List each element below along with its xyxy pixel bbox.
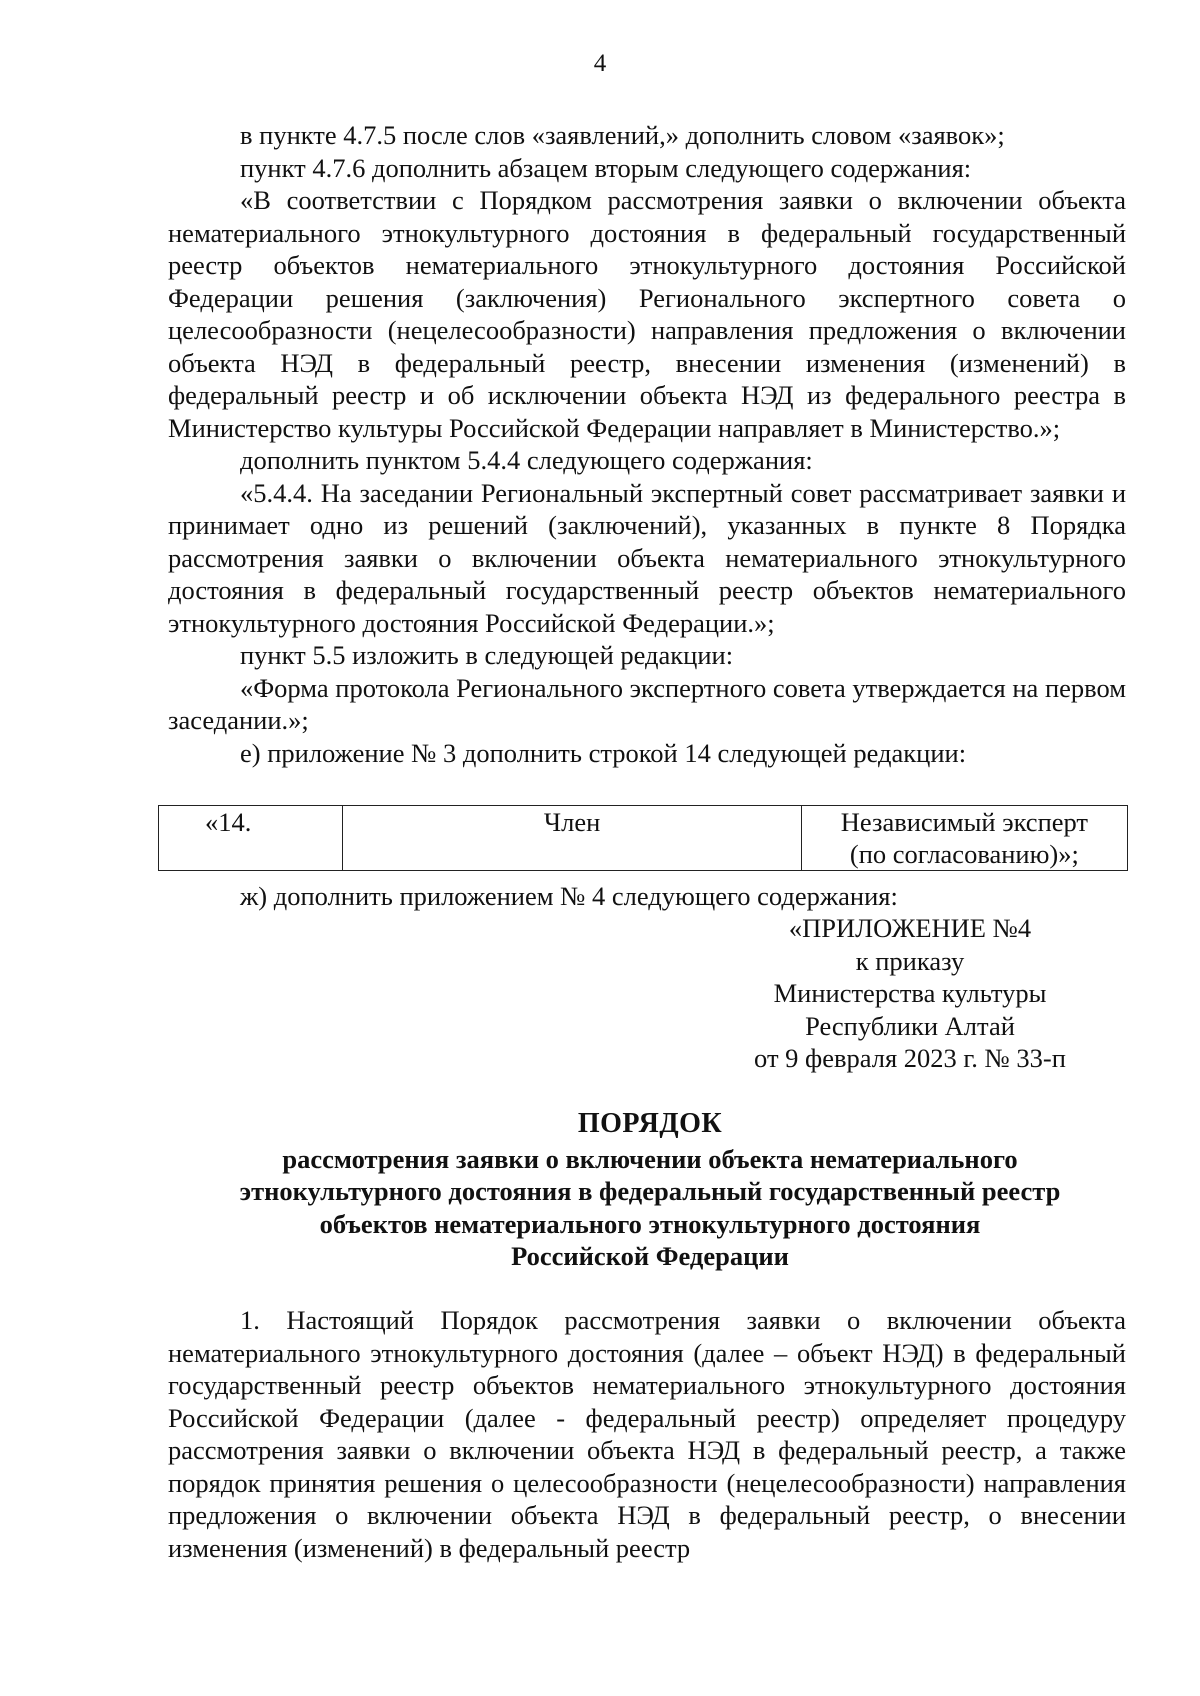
attachment-header <box>700 912 1120 1075</box>
paragraph-4-7-6: пункт 4.7.6 дополнить абзацем вторым следующего содержания: <box>240 152 972 183</box>
paragraph-4-7-5: в пункте 4.7.5 после слов «заявлений,» дополнить словом «заявок»; <box>240 120 1005 150</box>
table-row <box>159 806 1128 871</box>
title-line-2: этнокультурного достояния в федеральный государственный реестр <box>239 1176 1061 1206</box>
paragraph-5-4-4-quote: «5.4.4. На заседании Региональный экспертный совет рассматривает заявки и принимает одно из решений (заключений), указанных в пункте 8 Порядка рассмотрения заявки о включении объекта нематериального этнокультурного достояния в федеральный государственный реестр объектов нематериального этнокультурного достояния Российской Федерации.»; <box>168 477 1126 638</box>
title-line-1: рассмотрения заявки о включении объекта нематериального <box>282 1143 1018 1174</box>
position-line-2: (по согласованию)»; <box>849 839 1079 869</box>
attachment-label: «ПРИЛОЖЕНИЕ №4 <box>788 913 1032 943</box>
table-cell-number: «14. <box>159 806 343 871</box>
title-main: ПОРЯДОК <box>577 1108 723 1139</box>
title-line-4: Российской Федерации <box>511 1241 789 1271</box>
position-line-1: Независимый эксперт <box>840 807 1088 837</box>
paragraph-5-5: пункт 5.5 изложить в следующей редакции: <box>240 640 734 670</box>
attachment-date: от 9 февраля 2023 г. № 33-п <box>754 1043 1066 1073</box>
appendix-table-wrapper <box>158 805 1128 871</box>
table-cell-position <box>801 806 1127 871</box>
paragraph-5-4-4: дополнить пунктом 5.4.4 следующего содержания: <box>240 445 813 475</box>
section-1-block <box>168 1304 1126 1564</box>
attachment-republic: Республики Алтай <box>805 1010 1015 1041</box>
attachment-ministry: Министерства культуры <box>773 978 1047 1008</box>
paragraph-appendix-4: ж) дополнить приложением № 4 следующего содержания: <box>240 881 898 911</box>
table-cell-role: Член <box>343 806 801 871</box>
appendix-table <box>158 805 1128 871</box>
amendments-block <box>168 119 1126 769</box>
paragraph-5-5-quote: «Форма протокола Регионального экспертного совета утверждается на первом заседании.»; <box>168 672 1126 735</box>
appendix-4-intro <box>168 880 1126 913</box>
title-line-3: объектов нематериального этнокультурного достояния <box>319 1208 981 1239</box>
page-number: 4 <box>593 50 607 77</box>
paragraph-4-7-6-quote: «В соответствии с Порядком рассмотрения заявки о включении объекта нематериального этнокультурного достояния в федеральный государственный реестр объектов нематериального этнокультурного достояния Российской Федерации решения (заключения) Регионального экспертного совета о целесообразности (нецелесообразности) направления предложения о включении объекта НЭД в федеральный реестр, внесении изменения (изменений) в федеральный реестр и об исключении объекта НЭД из федерального реестра в Министерство культуры Российской Федерации направляет в Министерство.»; <box>168 185 1126 443</box>
section-1-paragraph: 1. Настоящий Порядок рассмотрения заявки о включении объекта нематериального этнокультурного достояния (далее – объект НЭД) в федеральный государственный реестр объектов нематериального этнокультурного достояния Российской Федерации (далее - федеральный реестр) определяет процедуру рассмотрения заявки о включении объекта НЭД в федеральный реестр, а также порядок принятия решения о целесообразности (нецелесообразности) направления предложения о включении объекта НЭД в федеральный реестр, о внесении изменения (изменений) в федеральный реестр <box>168 1305 1126 1563</box>
attachment-order-ref: к приказу <box>855 945 965 976</box>
paragraph-appendix-3: е) приложение № 3 дополнить строкой 14 следующей редакции: <box>240 737 967 768</box>
document-title <box>180 1108 1120 1273</box>
